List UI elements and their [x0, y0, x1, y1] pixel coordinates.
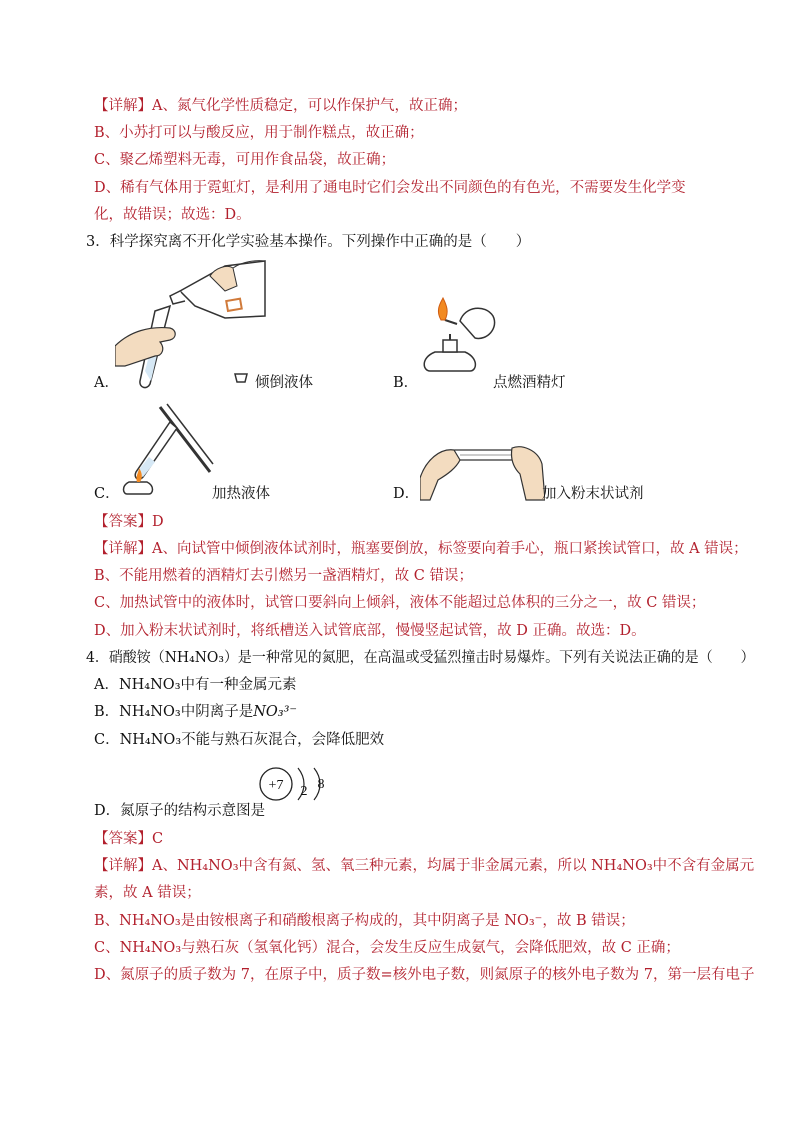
q4-detail-a2: 素，故 A 错误；: [94, 885, 201, 901]
q4-option-d: D．氮原子的结构示意图是: [94, 803, 266, 819]
shell-1-electrons: 2: [300, 784, 308, 799]
q3-detail-d: D、加入粉末状试剂时，将纸槽送入试管底部，慢慢竖起试管，故 D 正确。故选：D。: [94, 623, 646, 639]
q3-option-a-caption: 倾倒液体: [255, 375, 313, 391]
shell-2-electrons: 8: [317, 777, 325, 792]
q4-option-b: [94, 702, 297, 722]
nitrogen-atom-structure-diagram: [258, 764, 338, 804]
q3-detail-a-text: A、向试管中倾倒液体试剂时，瓶塞要倒放，标签要向着手心，瓶口紧挨试管口，故 A 错误；: [152, 541, 748, 557]
q4-stem: 4．硝酸铵（NH₄NO₃）是一种常见的氮肥，在高温或受猛烈撞击时易爆炸。下列有关说法正确的是（ ）: [86, 650, 755, 666]
answer-tag: 【答案】: [94, 514, 152, 530]
q3-answer: [94, 512, 164, 532]
q3-detail-a: [94, 539, 748, 559]
alcohol-lamp-icon: [424, 334, 475, 371]
q2-detail-d1: D、稀有气体用于霓虹灯，是利用了通电时它们会发出不同颜色的有色光，不需要发生化学变: [94, 180, 686, 196]
answer-value: D: [152, 514, 164, 530]
test-tube-icon: [135, 422, 177, 479]
adding-powder-figure: [420, 430, 545, 502]
q4-option-b-formula: NO₃³⁻: [253, 704, 298, 720]
q2-detail-d2: 化，故错误；故选：D。: [94, 207, 251, 223]
stopper-icon: [235, 374, 247, 382]
q2-detail-c: C、聚乙烯塑料无毒，可用作食品袋，故正确；: [94, 152, 396, 168]
q3-option-a-letter: A．: [94, 375, 119, 391]
reagent-bottle-icon: [170, 261, 265, 318]
right-hand-icon: [511, 447, 545, 500]
q3-option-b-caption: 点燃酒精灯: [493, 375, 566, 391]
lighting-alcohol-lamp-figure: [415, 296, 505, 386]
detail-tag: 【详解】: [94, 858, 152, 874]
q4-option-b-text: B．NH₄NO₃中阴离子是: [94, 704, 254, 720]
detail-tag: 【详解】: [94, 98, 152, 114]
q3-option-c-caption: 加热液体: [212, 486, 270, 502]
q3-option-b-letter: B．: [393, 375, 419, 391]
q3-option-c-letter: C．: [94, 486, 120, 502]
q3-detail-b: B、不能用燃着的酒精灯去引燃另一盏酒精灯，故 C 错误；: [94, 568, 473, 584]
q3-detail-c: C、加热试管中的液体时，试管口要斜向上倾斜，液体不能超过总体积的三分之一，故 C 错误；: [94, 595, 706, 611]
q4-detail-b: B、NH₄NO₃是由铵根离子和硝酸根离子构成的，其中阴离子是 NO₃⁻，故 B 错误；: [94, 913, 635, 929]
heating-liquid-figure: [115, 402, 215, 502]
answer-tag: 【答案】: [94, 831, 152, 847]
q3-option-d-caption: 加入粉末状试剂: [542, 486, 644, 502]
q2-detail-a: [94, 96, 467, 116]
q3-stem: 3．科学探究离不开化学实验基本操作。下列操作中正确的是（ ）: [86, 234, 531, 250]
q4-answer: [94, 829, 163, 849]
test-tube-hand-icon: [115, 306, 175, 388]
q4-detail-a1-text: A、NH₄NO₃中含有氮、氢、氧三种元素，均属于非金属元素，所以 NH₄NO₃中不含有金属元: [152, 858, 755, 874]
pouring-liquid-figure: [115, 256, 275, 391]
q4-detail-c: C、NH₄NO₃与熟石灰（氢氧化钙）混合，会发生反应生成氨气，会降低肥效，故 C 正确；: [94, 940, 680, 956]
q2-detail-b: B、小苏打可以与酸反应，用于制作糕点，故正确；: [94, 125, 424, 141]
tilted-lamp-icon: [438, 298, 494, 338]
q4-detail-a1: [94, 856, 754, 876]
detail-tag: 【详解】: [94, 541, 152, 557]
q2-detail-a-text: A、氮气化学性质稳定，可以作保护气，故正确；: [152, 98, 467, 114]
left-hand-icon: [420, 450, 460, 500]
q4-detail-d: D、氮原子的质子数为 7，在原子中，质子数=核外电子数，则氮原子的核外电子数为 7，第一层有电子: [94, 967, 755, 983]
nucleus-charge: +7: [268, 778, 284, 793]
answer-value: C: [152, 831, 164, 847]
q4-option-a: A．NH₄NO₃中有一种金属元素: [94, 677, 297, 693]
q3-option-d-letter: D．: [393, 486, 420, 502]
q4-option-c: C．NH₄NO₃不能与熟石灰混合，会降低肥效: [94, 732, 385, 748]
